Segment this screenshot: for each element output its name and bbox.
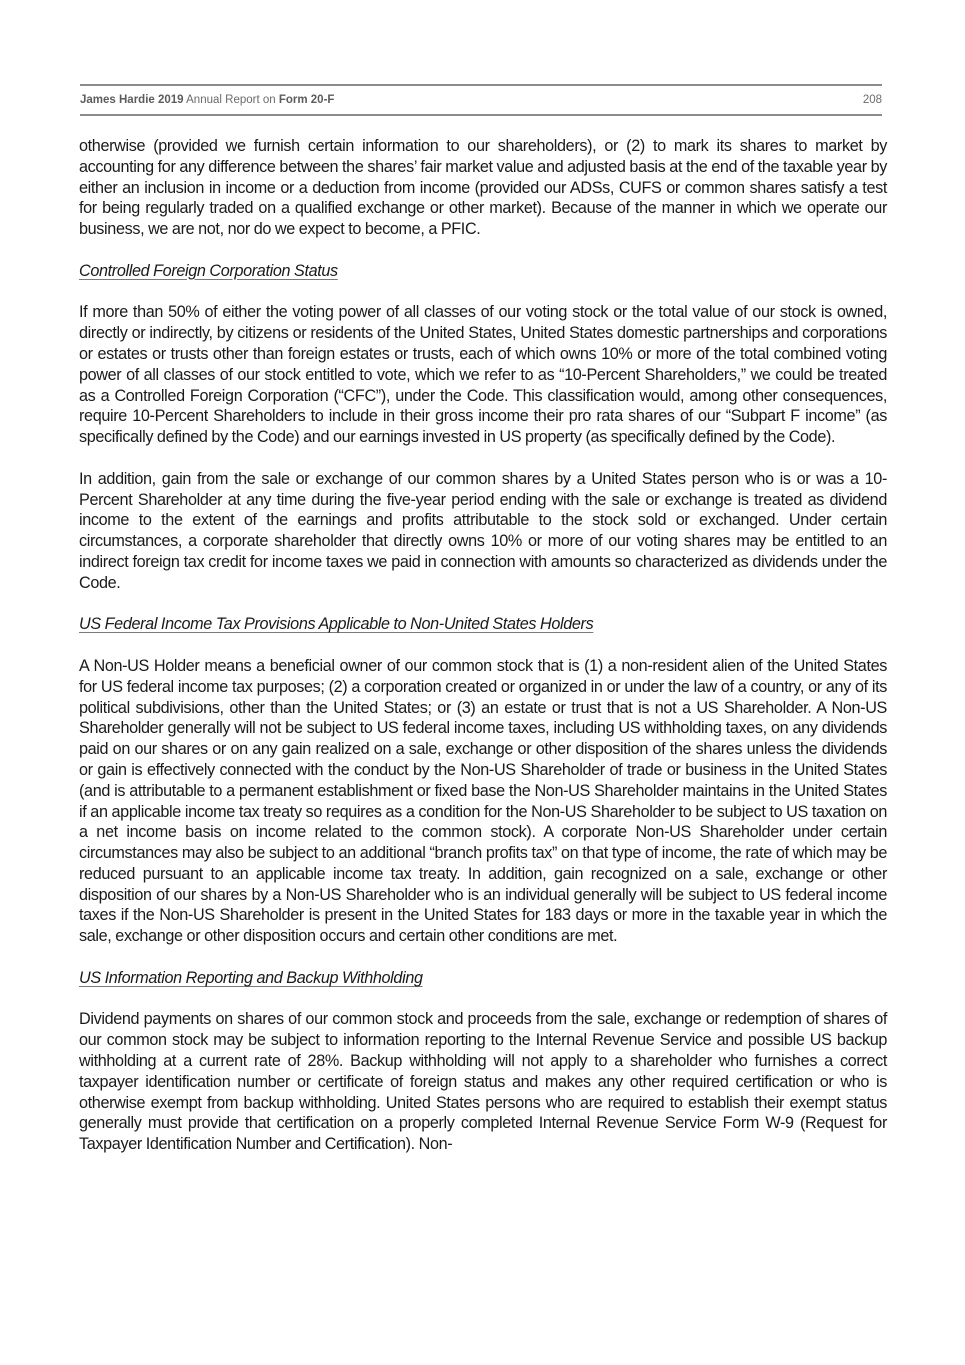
report-label: Annual Report on [183, 94, 279, 106]
document-body [79, 136, 887, 1176]
section-heading-cfc-status: Controlled Foreign Corporation Status [79, 261, 338, 280]
section-heading-non-us-holders: US Federal Income Tax Provisions Applicable to Non-United States Holders [79, 615, 594, 634]
paragraph: If more than 50% of either the voting power of all classes of our voting stock or the total value of our stock is owned, directly or indirectly, by citizens or residents of the United States, United States domestic partnerships and corporations or estates or trusts other than foreign estates or trusts, each of which owns 10% or more of the total combined voting power of all classes of our stock entitled to vote, which we refer to as “10-Percent Shareholders,” we could be treated as a Controlled Foreign Corporation (“CFC”), under the Code. This classification would, among other consequences, require 10-Percent Shareholders to include in their gross income their pro rata shares of our “Subpart F income” (as specifically defined by the Code) and our earnings invested in US property (as specifically defined by the Code). [79, 303, 887, 447]
company-year: James Hardie 2019 [80, 94, 184, 106]
paragraph: otherwise (provided we furnish certain information to our shareholders), or (2) to mark its shares to market by accounting for any difference between the shares’ fair market value and adjusted basis at the end of the taxable year by either an inclusion in income or a deduction from income (provided our ADSs, CUFS or common shares satisfy a test for being regularly traded on a qualified exchange or other market). Because of the manner in which we operate our business, we are not, nor do we expect to become, a PFIC. [79, 137, 887, 239]
paragraph: In addition, gain from the sale or exchange of our common shares by a United States person who is or was a 10-Percent Shareholder at any time during the five-year period ending with the sale or exchange is treated as dividend income to the extent of the earnings and profits attributable to the stock sold or exchanged. Under certain circumstances, a corporate shareholder that directly owns 10% or more of our voting shares may be entitled to an indirect foreign tax credit for income taxes we paid in connection with amounts so characterized as dividends under the Code. [79, 469, 887, 592]
paragraph: Dividend payments on shares of our common stock and proceeds from the sale, exchange or redemption of shares of our common stock may be subject to information reporting to the Internal Revenue Service and possible US backup withholding at a current rate of 28%. Backup withholding will not apply to a shareholder who furnishes a correct taxpayer identification number or certificate of foreign status and makes any other required certification or who is otherwise exempt from backup withholding. United States persons who are required to establish their exempt status generally must provide that certification on a properly completed Internal Revenue Service Form W-9 (Request for Taxpayer Identification Number and Certification). Non- [79, 1010, 887, 1154]
section-heading-backup-withholding: US Information Reporting and Backup Withholding [79, 968, 423, 987]
paragraph: A Non-US Holder means a beneficial owner of our common stock that is (1) a non-resident alien of the United States for US federal income tax purposes; (2) a corporation created or organized in or under the law of a country, or any of its political subdivisions, other than the United States; or (3) an estate or trust that is not a US Shareholder. A Non-US Shareholder generally will not be subject to US federal income taxes, including US withholding taxes, on any dividends paid on our shares or on any gain realized on a sale, exchange or other disposition of the shares unless the dividends or gain is effectively connected with the conduct by the Non-US Shareholder of trade or business in the United States (and is attributable to a permanent establishment or fixed base the Non-US Shareholder maintains in the United States if an applicable income tax treaty so requires as a condition for the Non-US Shareholder to be subject to US taxation on a net income basis on income related to the common stock). A corporate Non-US Shareholder under certain circumstances may also be subject to an additional “branch profits tax” on that type of income, the rate of which may be reduced pursuant to an applicable income tax treaty. In addition, gain recognized on a sale, exchange or other disposition of our shares by a Non-US Shareholder who is an individual generally will be subject to US federal income taxes if the Non-US Shareholder is present in the United States for 183 days or more in the taxable year in which the sale, exchange or other disposition occurs and certain other conditions are met. [79, 656, 887, 946]
page-number: 208 [862, 94, 882, 106]
page-header [80, 84, 882, 116]
form-label: Form 20-F [278, 94, 335, 106]
document-title [80, 94, 334, 106]
